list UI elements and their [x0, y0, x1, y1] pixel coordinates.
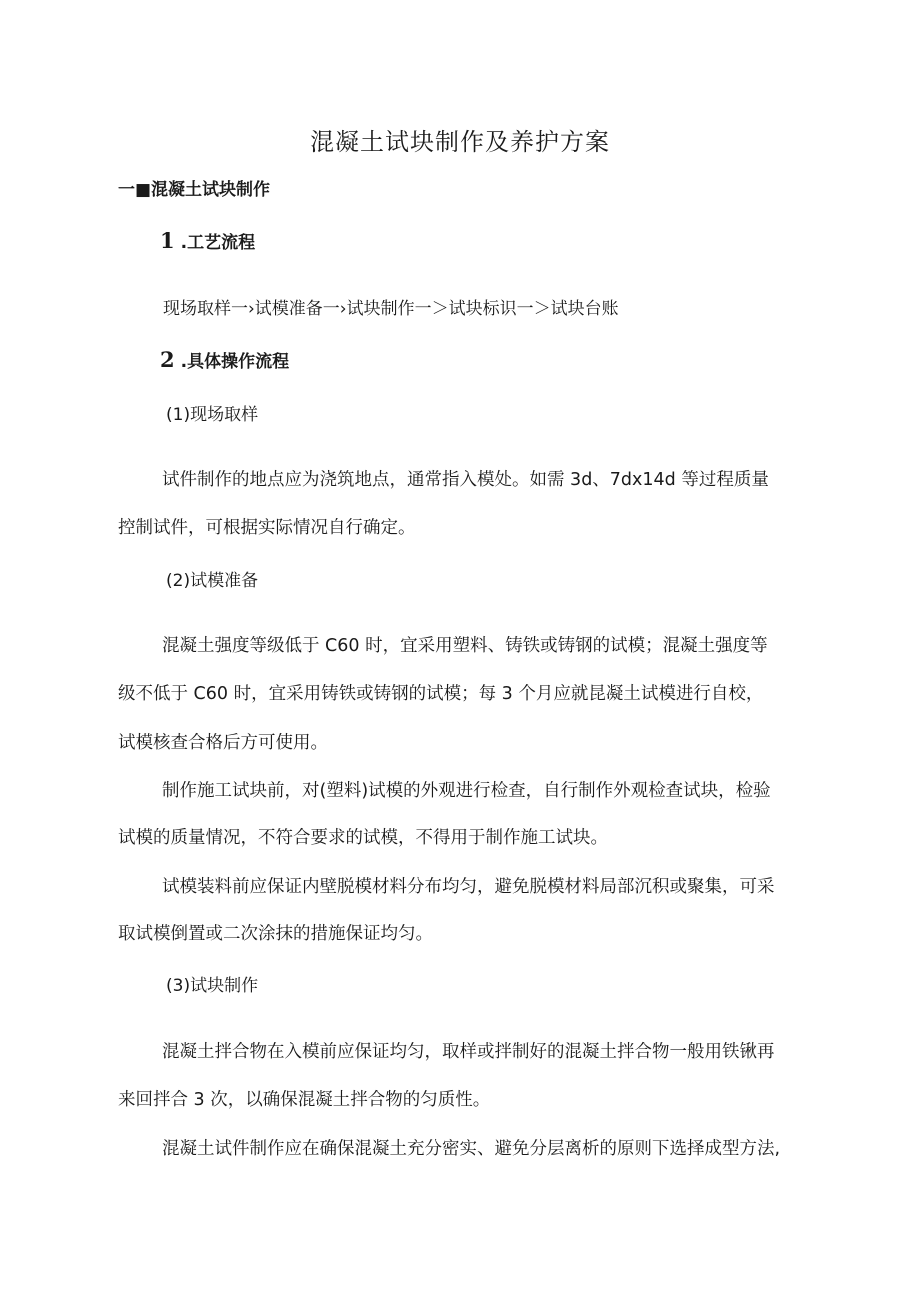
- subsection-heading-2: [160, 347, 289, 372]
- step-label-3: (3)试块制作: [166, 976, 259, 996]
- document-title: 混凝土试块制作及养护方案: [310, 128, 610, 156]
- section-heading: 一■混凝土试块制作: [118, 180, 271, 200]
- paragraph-line: 级不低于 C60 时，宜采用铸铁或铸钢的试模；每 3 个月应就昆凝土试模进行自校，: [118, 684, 764, 704]
- subsection-number: 2: [160, 347, 175, 372]
- subsection-title: .具体操作流程: [180, 352, 290, 372]
- subsection-title: .工艺流程: [180, 233, 256, 253]
- paragraph-line: 取试模倒置或二次涂抹的措施保证均匀。: [118, 924, 433, 944]
- paragraph-line: 混凝土试件制作应在确保混凝土充分密实、避免分层离析的原则下选择成型方法,: [162, 1139, 781, 1159]
- paragraph-line: 混凝土强度等级低于 C60 时，宜采用塑料、铸铁或铸钢的试模；混凝土强度等: [162, 636, 768, 656]
- paragraph-line: 试模核查合格后方可使用。: [118, 733, 328, 753]
- subsection-number: 1: [160, 228, 175, 253]
- step-label-1: (1)现场取样: [166, 405, 259, 425]
- paragraph-line: 试模的质量情况，不符合要求的试模，不得用于制作施工试块。: [118, 828, 608, 848]
- paragraph-line: 来回拌合 3 次，以确保混凝土拌合物的匀质性。: [118, 1090, 491, 1110]
- subsection-heading-1: [160, 228, 255, 253]
- paragraph-line: 试件制作的地点应为浇筑地点，通常指入模处。如需 3d、7dx14d 等过程质量: [162, 470, 769, 490]
- paragraph-line: 混凝土拌合物在入模前应保证均匀，取样或拌制好的混凝土拌合物一般用铁锹再: [162, 1042, 775, 1062]
- step-label-2: (2)试模准备: [166, 571, 259, 591]
- paragraph-line: 控制试件，可根据实际情况自行确定。: [118, 518, 416, 538]
- process-flow-text: 现场取样一›试模准备一›试块制作一＞试块标识一＞试块台账: [163, 299, 619, 319]
- paragraph-line: 试模装料前应保证内壁脱模材料分布均匀，避免脱模材料局部沉积或聚集，可采: [162, 877, 775, 897]
- paragraph-line: 制作施工试块前，对(塑料)试模的外观进行检查，自行制作外观检查试块，检验: [162, 781, 771, 801]
